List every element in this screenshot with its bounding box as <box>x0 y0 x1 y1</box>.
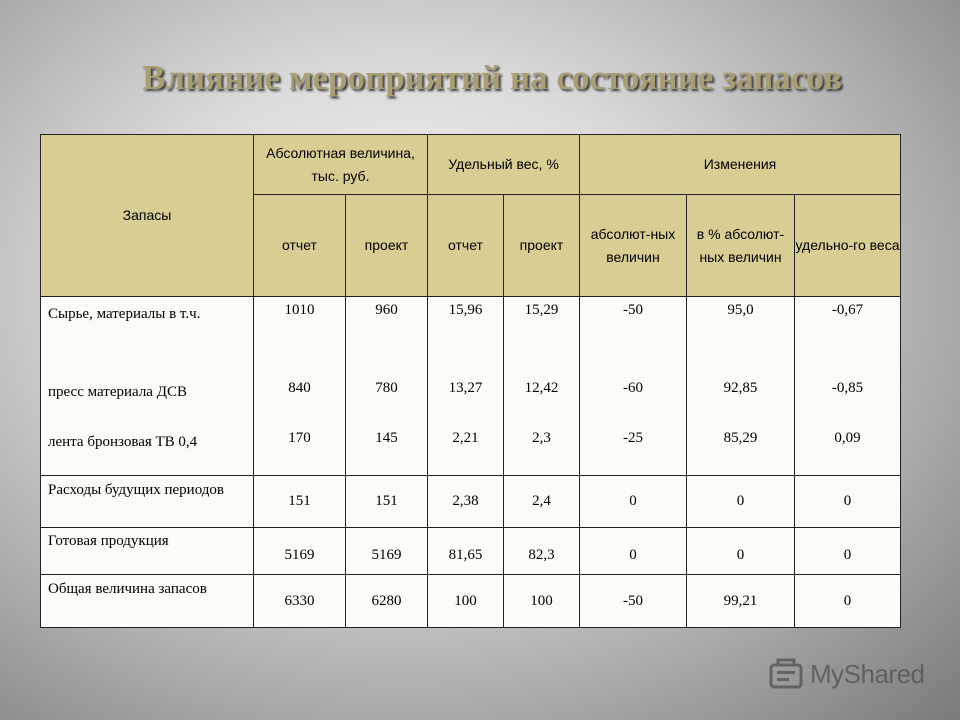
cell-report-abs: 170 <box>254 425 346 476</box>
cell-project-abs: 145 <box>346 425 428 476</box>
cell-project-abs: 151 <box>346 476 428 528</box>
cell-project-abs: 780 <box>346 375 428 425</box>
header-changes: Изменения <box>580 135 901 195</box>
cell-project-share: 2,3 <box>504 425 580 476</box>
row-label: Общая величина запасов <box>41 575 254 628</box>
cell-change-percent: 0 <box>687 528 795 575</box>
cell-change-percent: 85,29 <box>687 425 795 476</box>
cell-project-share: 100 <box>504 575 580 628</box>
cell-change-percent: 92,85 <box>687 375 795 425</box>
cell-report-abs: 6330 <box>254 575 346 628</box>
cell-project-share: 12,42 <box>504 375 580 425</box>
cell-report-share: 2,38 <box>428 476 504 528</box>
cell-change-percent: 0 <box>687 476 795 528</box>
row-label: Сырье, материалы в т.ч. <box>41 297 254 375</box>
cell-report-abs: 151 <box>254 476 346 528</box>
cell-change-absolute: -25 <box>580 425 687 476</box>
table-row <box>41 297 901 375</box>
header-change-absolute: абсолют-ных величин <box>580 195 687 297</box>
header-project-share: проект <box>504 195 580 297</box>
header-zapasy: Запасы <box>41 135 254 297</box>
cell-change-absolute: 0 <box>580 476 687 528</box>
header-absolute: Абсолютная величина, тыс. руб. <box>254 135 428 195</box>
table-row <box>41 425 901 476</box>
cell-change-share: 0 <box>795 528 901 575</box>
myshared-logo-icon <box>768 656 804 692</box>
slide-title: Влияние мероприятий на состояние запасов <box>142 58 842 97</box>
cell-change-absolute: -50 <box>580 297 687 375</box>
cell-project-abs: 6280 <box>346 575 428 628</box>
header-change-share: удельно-го веса <box>795 195 901 297</box>
cell-change-percent: 95,0 <box>687 297 795 375</box>
header-report-share: отчет <box>428 195 504 297</box>
cell-report-share: 13,27 <box>428 375 504 425</box>
cell-project-abs: 960 <box>346 297 428 375</box>
cell-change-share: -0,67 <box>795 297 901 375</box>
row-label: пресс материала ДСВ <box>41 375 254 425</box>
cell-report-abs: 5169 <box>254 528 346 575</box>
cell-report-share: 100 <box>428 575 504 628</box>
cell-report-share: 81,65 <box>428 528 504 575</box>
cell-change-absolute: 0 <box>580 528 687 575</box>
header-report-abs: отчет <box>254 195 346 297</box>
row-label: Готовая продукция <box>41 528 254 575</box>
cell-change-share: -0,85 <box>795 375 901 425</box>
cell-change-share: 0 <box>795 476 901 528</box>
cell-report-share: 15,96 <box>428 297 504 375</box>
cell-change-percent: 99,21 <box>687 575 795 628</box>
cell-report-abs: 1010 <box>254 297 346 375</box>
cell-report-share: 2,21 <box>428 425 504 476</box>
cell-report-abs: 840 <box>254 375 346 425</box>
watermark-text: MyShared <box>810 658 925 689</box>
row-label: Расходы будущих периодов <box>41 476 254 528</box>
cell-change-share: 0,09 <box>795 425 901 476</box>
table-row <box>41 575 901 628</box>
cell-project-share: 15,29 <box>504 297 580 375</box>
cell-project-share: 82,3 <box>504 528 580 575</box>
myshared-watermark <box>768 656 925 692</box>
inventory-table <box>40 134 901 628</box>
cell-project-abs: 5169 <box>346 528 428 575</box>
table-row <box>41 375 901 425</box>
header-project-abs: проект <box>346 195 428 297</box>
cell-project-share: 2,4 <box>504 476 580 528</box>
header-share: Удельный вес, % <box>428 135 580 195</box>
table-row <box>41 528 901 575</box>
header-change-percent: в % абсолют-ных величин <box>687 195 795 297</box>
cell-change-absolute: -50 <box>580 575 687 628</box>
table-row <box>41 476 901 528</box>
cell-change-share: 0 <box>795 575 901 628</box>
row-label: лента бронзовая ТВ 0,4 <box>41 425 254 476</box>
cell-change-absolute: -60 <box>580 375 687 425</box>
